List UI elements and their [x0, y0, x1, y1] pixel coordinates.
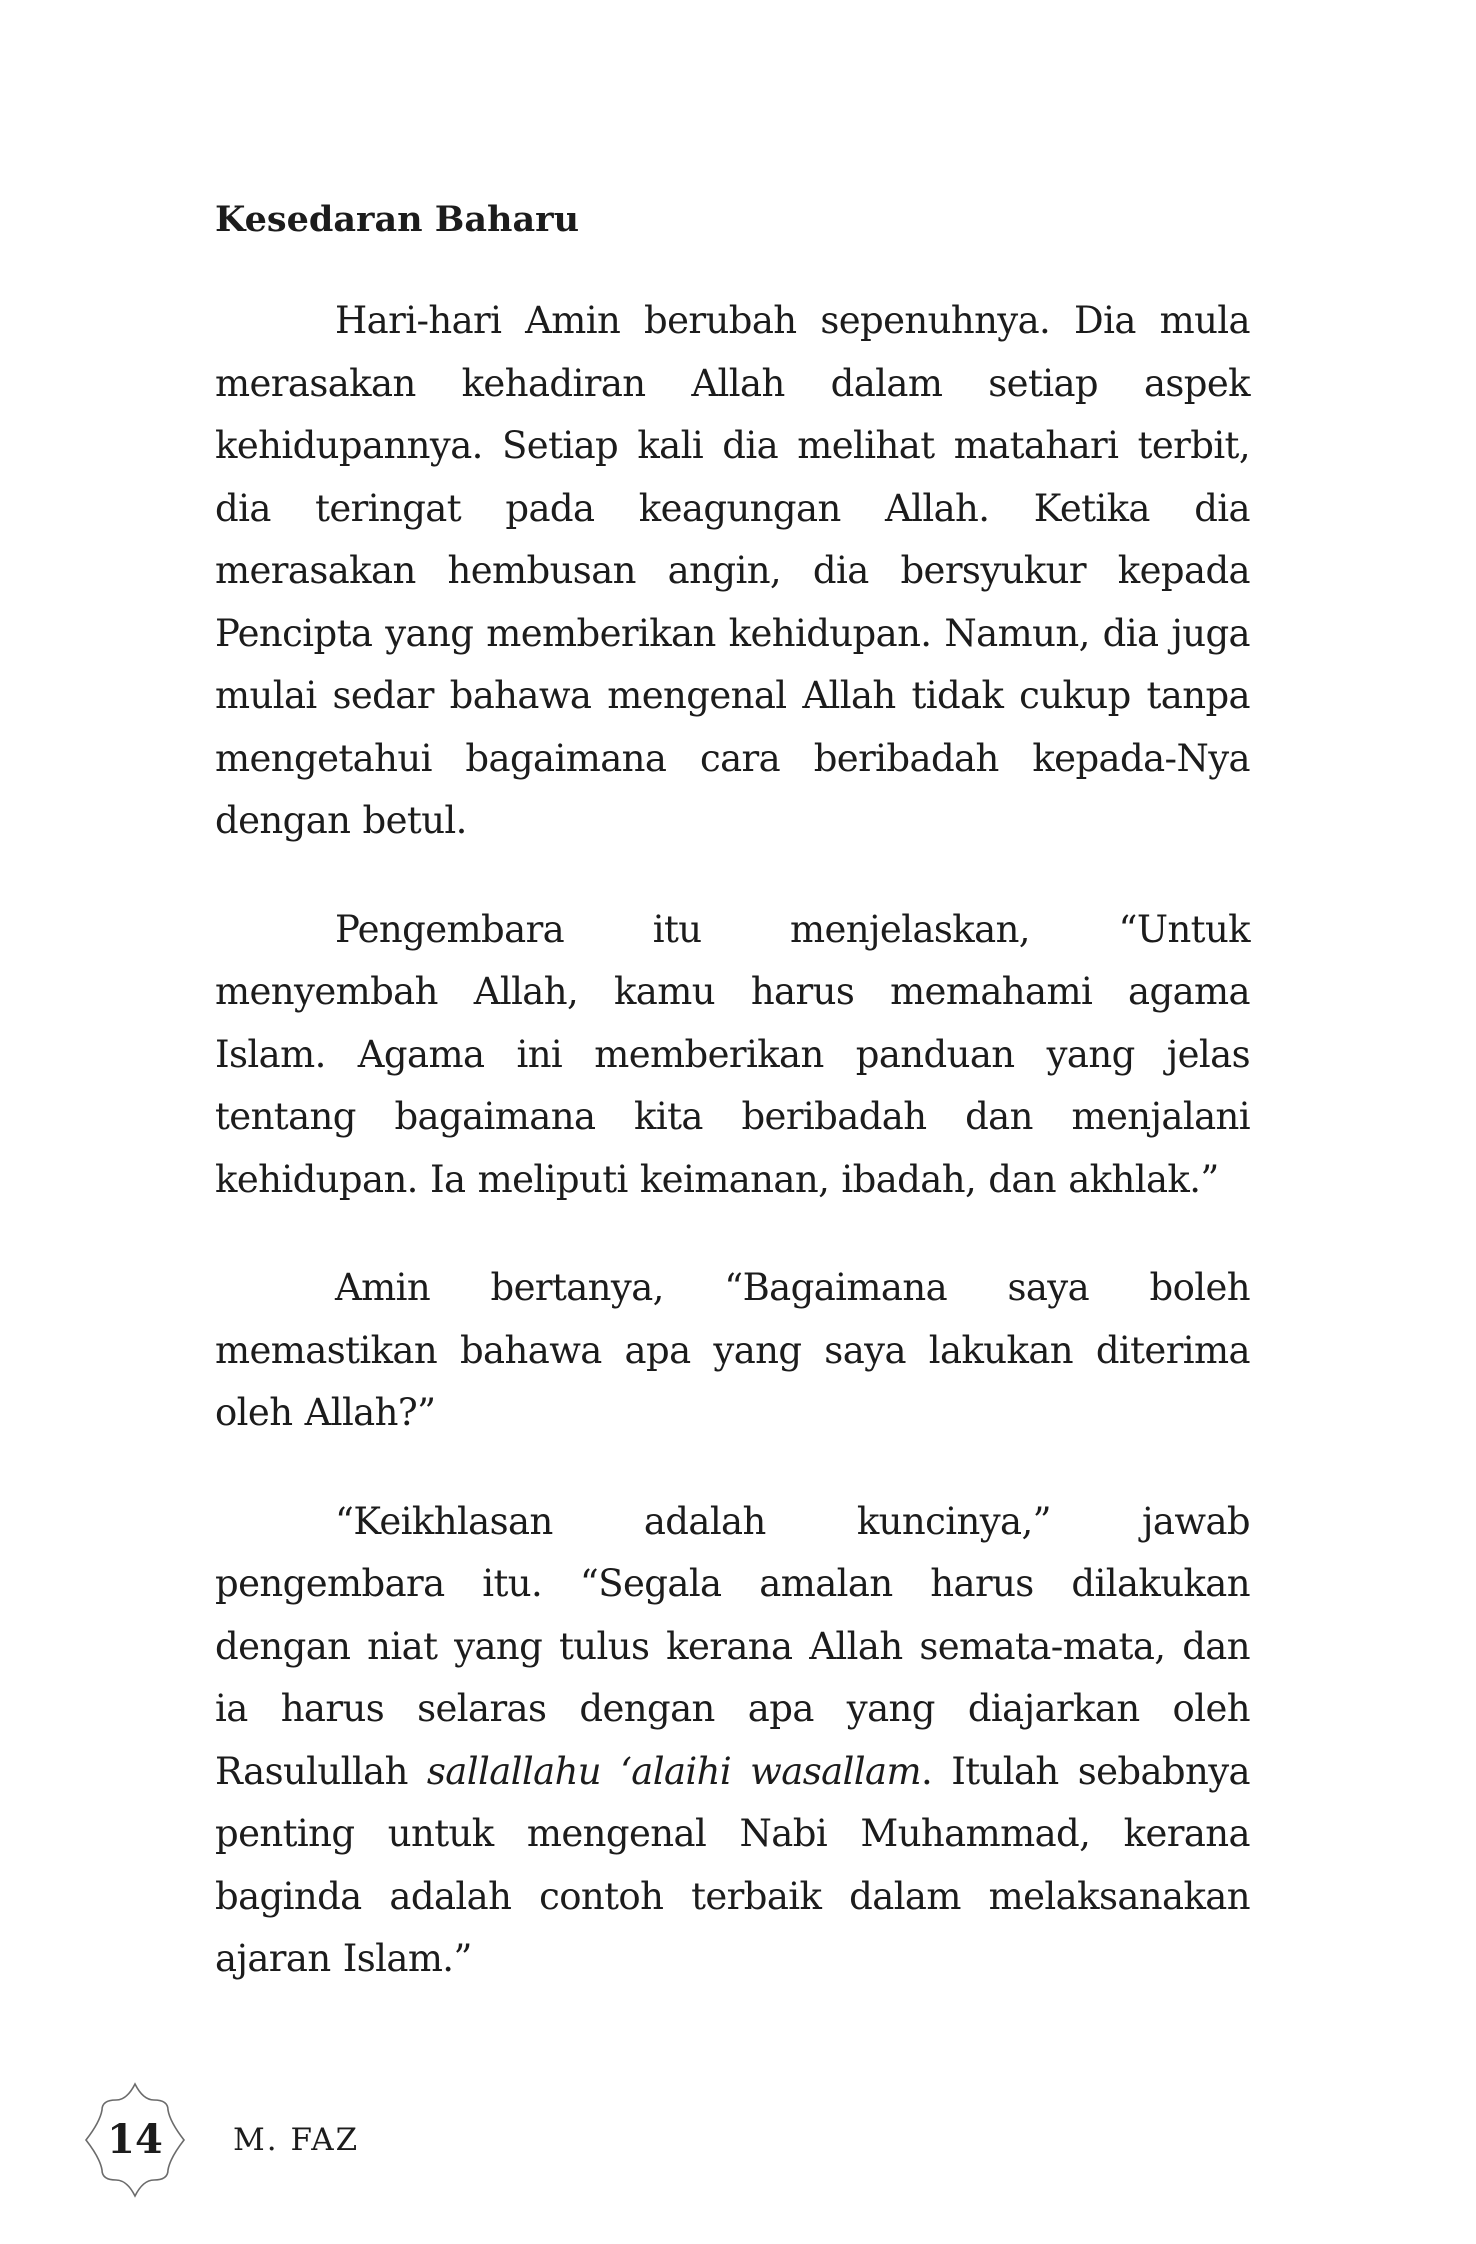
page-content — [215, 190, 1250, 2037]
paragraph-text: “Keikhlasan adalah kuncinya,” jawab pengembara itu. “Segala amalan harus dilakukan dengan niat yang tulus kerana Allah semata-mata, dan ia harus selaras dengan apa yang diajarkan oleh Rasulullah — [215, 1499, 1250, 1793]
paragraph: Amin bertanya, “Bagaimana saya boleh memastikan bahawa apa yang saya lakukan diterima oleh Allah?” — [215, 1266, 1250, 1434]
honorific-italic: sallallahu ‘alaihi wasallam — [426, 1749, 921, 1793]
page-footer — [80, 2080, 480, 2200]
paragraph: Pengembara itu menjelaskan, “Untuk menyembah Allah, kamu harus memahami agama Islam. Agama ini memberikan panduan yang jelas tentang bagaimana kita beribadah dan menjalani kehidupan. Ia meliputi keimanan, ibadah, dan akhlak.” — [215, 907, 1250, 1201]
paragraph-text: . Itulah sebabnya penting untuk mengenal Nabi Muhammad, kerana baginda adalah contoh terbaik dalam melaksanakan ajaran Islam.” — [215, 1749, 1250, 1980]
author-name: M. FAZ — [233, 2122, 360, 2158]
paragraph: Hari-hari Amin berubah sepenuhnya. Dia mula merasakan kehadiran Allah dalam setiap aspek kehidupannya. Setiap kali dia melihat matahari terbit, dia teringat pada keagungan Allah. Ketika dia merasakan hembusan angin, dia bersyukur kepada Pencipta yang memberikan kehidupan. Namun, dia juga mulai sedar bahawa mengenal Allah tidak cukup tanpa mengetahui bagaimana cara beribadah kepada-Nya dengan betul. — [215, 299, 1250, 842]
paragraph — [215, 1491, 1250, 1991]
section-heading: Kesedaran Baharu — [215, 199, 580, 240]
page-number-badge — [80, 2080, 190, 2200]
page-number: 14 — [107, 2116, 163, 2163]
